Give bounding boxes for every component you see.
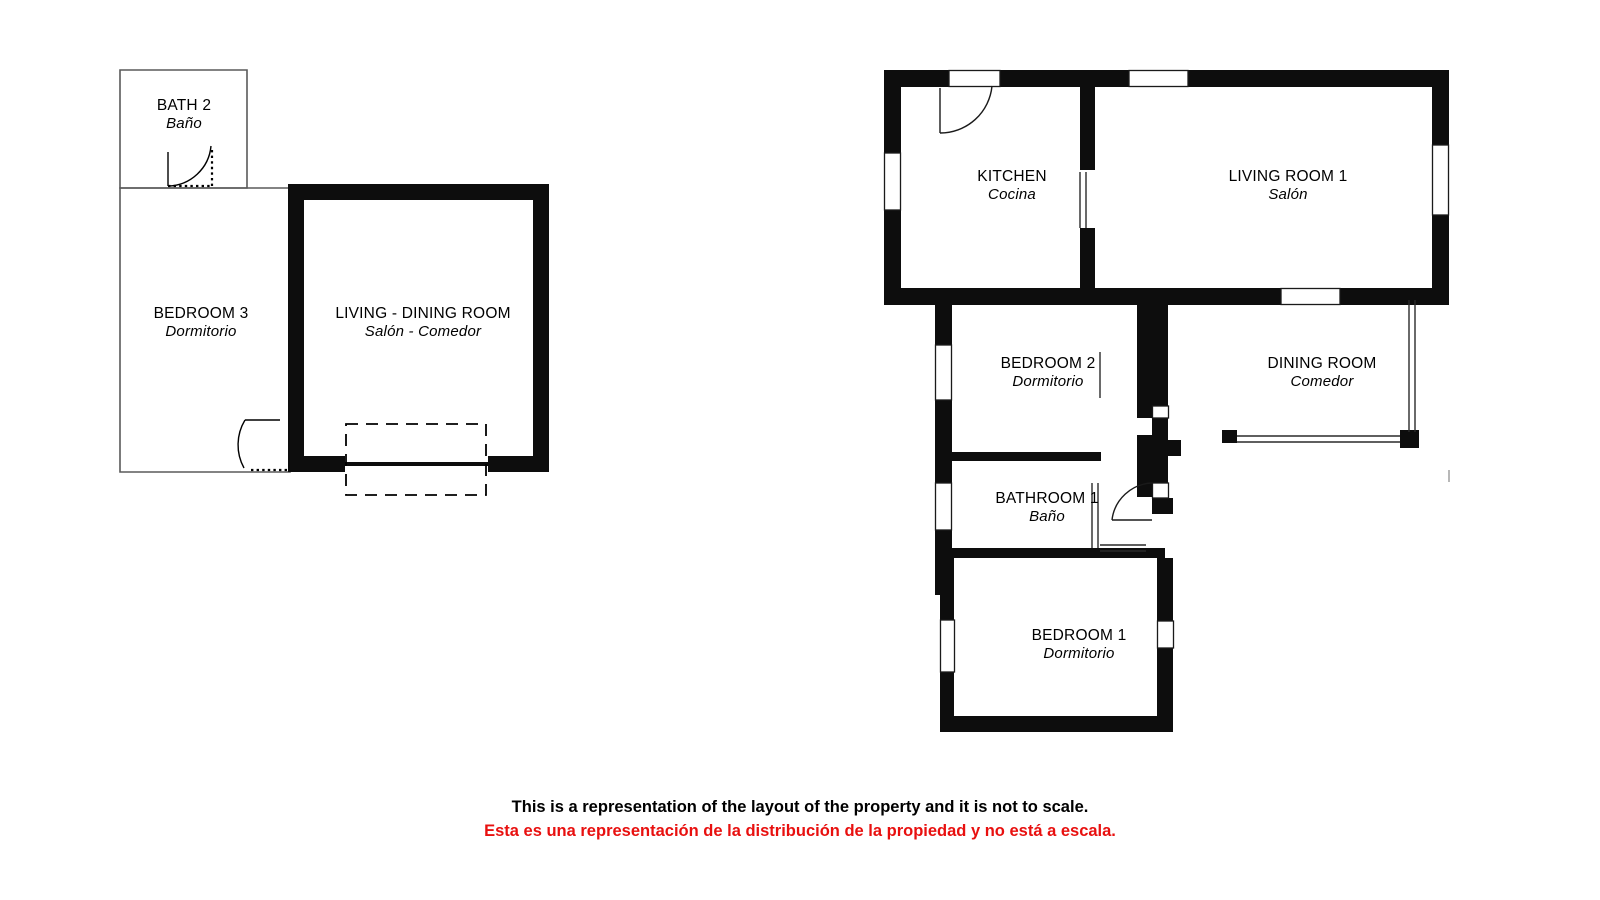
thin-walls-left — [120, 70, 290, 472]
room-label-es: Baño — [1029, 508, 1065, 526]
disclaimer-spanish: Esta es una representación de la distribución de la propiedad y no está a escala. — [484, 822, 1116, 840]
disclaimer-english: This is a representation of the layout of the property and it is not to scale. — [511, 798, 1089, 816]
room-label-es: Baño — [166, 115, 202, 133]
door-swing-bath2 — [168, 146, 211, 186]
room-label-en: DINING ROOM — [1267, 354, 1377, 372]
room-label-en: LIVING - DINING ROOM — [335, 304, 511, 322]
room-label-es: Comedor — [1290, 373, 1354, 391]
room-label-es: Dormitorio — [1012, 373, 1084, 391]
dashed-terrace-left — [346, 424, 486, 495]
unit-right-plan — [884, 70, 1449, 732]
room-label-en: BATHROOM 1 — [995, 489, 1099, 507]
thick-walls-living-dining — [288, 184, 549, 472]
room-label-en: BEDROOM 3 — [153, 304, 249, 322]
room-label-en: KITCHEN — [977, 167, 1047, 185]
room-label-es: Cocina — [988, 186, 1036, 204]
room-label-es: Dormitorio — [1043, 645, 1115, 663]
disclaimer — [0, 798, 1600, 841]
thin-lines-right — [1080, 172, 1449, 551]
room-label-en: BEDROOM 1 — [1031, 626, 1127, 644]
room-label-es: Dormitorio — [165, 323, 237, 341]
room-label-es: Salón — [1268, 186, 1308, 204]
dotted-walls-left — [168, 150, 290, 470]
room-label-es: Salón - Comedor — [364, 323, 482, 341]
room-label-en: LIVING ROOM 1 — [1228, 167, 1348, 185]
room-label-en: BATH 2 — [156, 96, 212, 114]
door-swing-bedroom3 — [238, 420, 280, 468]
room-label-en: BEDROOM 2 — [1000, 354, 1096, 372]
unit-left-plan — [120, 70, 549, 495]
